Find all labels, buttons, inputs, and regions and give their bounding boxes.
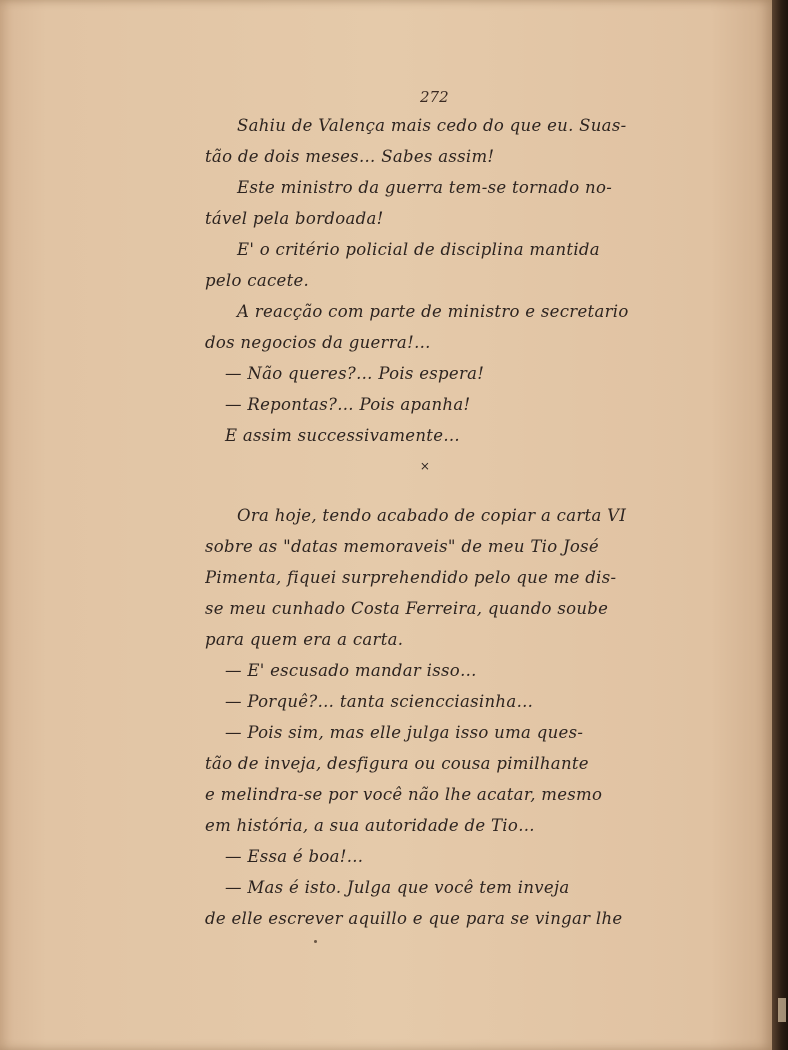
text-line: tável pela bordoada! [205, 209, 384, 228]
text-line: e melindra-se por você não lhe acatar, mesmo [205, 785, 603, 804]
dialogue-line: — Repontas?… Pois apanha! [225, 395, 471, 414]
dialogue-line: — E' escusado mandar isso… [225, 661, 477, 680]
text-line: tão de inveja, desfigura ou cousa pimilhante [205, 754, 589, 773]
text-line: se meu cunhado Costa Ferreira, quando soube [205, 599, 609, 618]
dialogue-line: — Pois sim, mas elle julga isso uma ques- [225, 723, 584, 742]
text-line: em história, a sua autoridade de Tio… [205, 816, 535, 835]
dialogue-line: — Não queres?… Pois espera! [225, 364, 485, 383]
text-line: pelo cacete. [205, 271, 310, 290]
text-line: E assim successivamente… [225, 426, 461, 445]
section-separator: × [419, 459, 431, 473]
dialogue-line: — Essa é boa!… [225, 847, 364, 866]
text-line: tão de dois meses… Sabes assim! [205, 147, 495, 166]
text-line: Pimenta, fiquei surprehendido pelo que me dis- [205, 568, 617, 587]
dialogue-line: — Porquê?… tanta sciencciasinha… [225, 692, 534, 711]
spacer [205, 482, 685, 500]
dialogue-line: — Mas é isto. Julga que você tem inveja [225, 878, 570, 897]
text-line: sobre as "datas memoraveis" de meu Tio José [205, 537, 599, 556]
page-number: 272 [420, 88, 449, 106]
text-line: E' o critério policial de disciplina mantida [237, 240, 600, 259]
text-line: A reacção com parte de ministro e secretario [237, 302, 629, 321]
text-line: dos negocios da guerra!… [205, 333, 431, 352]
text-line: Ora hoje, tendo acabado de copiar a carta VI [237, 506, 627, 525]
page-edge [772, 0, 788, 1050]
text-line: de elle escrever aquillo e que para se vingar lhe [205, 909, 623, 928]
edge-paper-fragment [778, 998, 786, 1022]
ink-dot [314, 940, 317, 943]
handwritten-text [205, 110, 685, 934]
text-line: Sahiu de Valença mais cedo do que eu. Suas- [237, 116, 627, 135]
text-line: para quem era a carta. [205, 630, 404, 649]
text-line: Este ministro da guerra tem-se tornado no- [237, 178, 613, 197]
